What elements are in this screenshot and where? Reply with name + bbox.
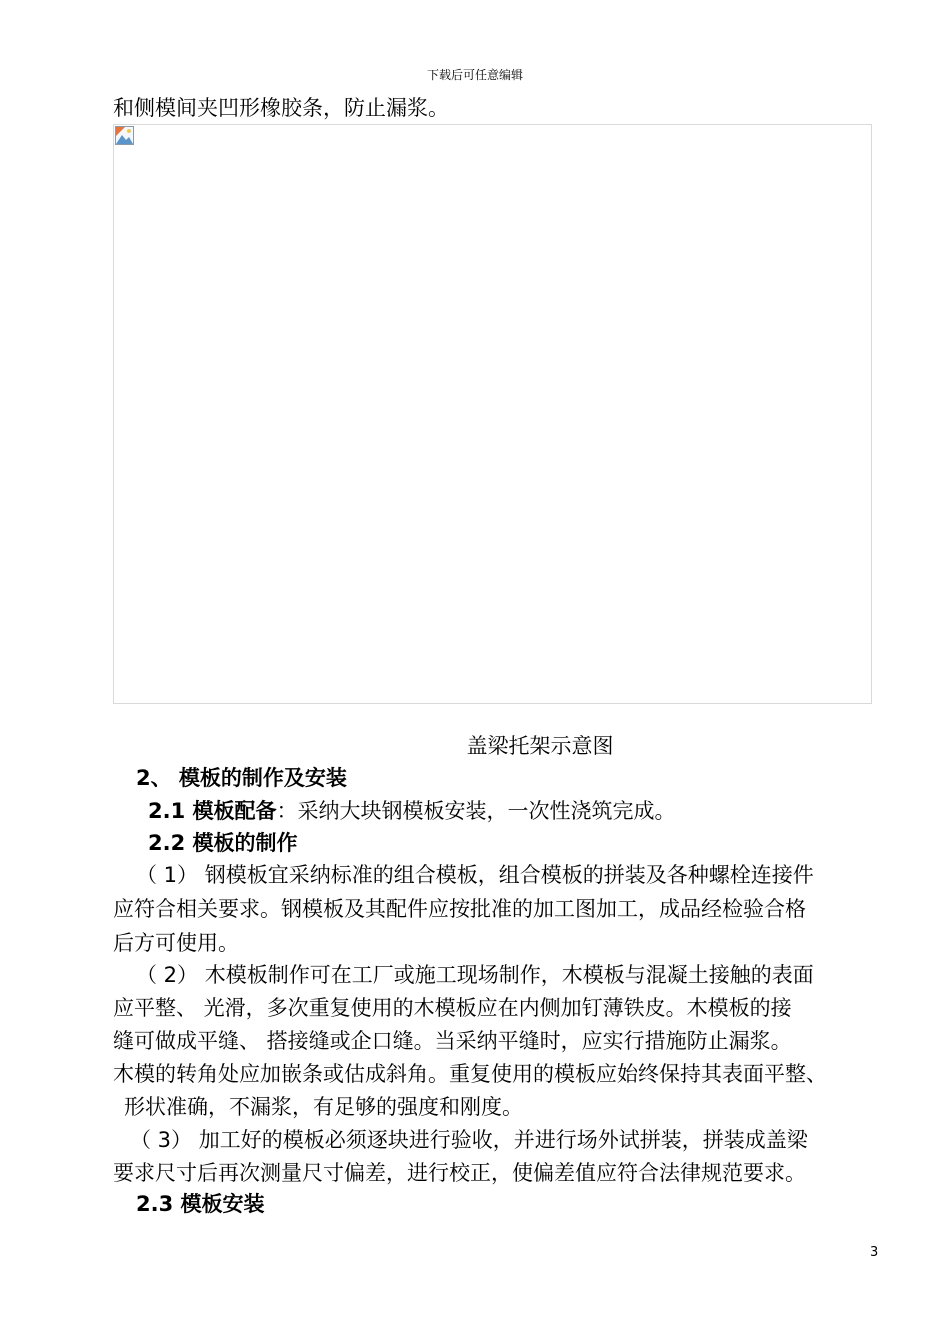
paragraph-line: 木模的转角处应加嵌条或估成斜角。重复使用的模板应始终保持其表面平整、 (113, 1062, 827, 1086)
subsection-heading: 2.2 模板的制作 (148, 831, 298, 855)
paragraph-line: 形状准确，不漏浆，有足够的强度和刚度。 (124, 1095, 523, 1119)
broken-image-icon (115, 126, 134, 145)
paragraph-line: 后方可使用。 (113, 931, 239, 955)
subsection-line (148, 795, 676, 825)
paragraph-line: （ 2） 木模板制作可在工厂或施工现场制作，木模板与混凝土接触的表面 (136, 963, 814, 987)
paragraph-line: （ 3） 加工好的模板必须逐块进行验收，并进行场外试拼装，拼装成盖梁 (130, 1128, 808, 1152)
figure-placeholder (113, 124, 872, 704)
figure-caption: 盖梁托架示意图 (466, 734, 614, 758)
paragraph-line: 应符合相关要求。钢模板及其配件应按批准的加工图加工，成品经检验合格 (113, 897, 806, 921)
subsection-heading: 2.3 模板安装 (136, 1192, 265, 1216)
paragraph-line: （ 1） 钢模板宜采纳标准的组合模板，组合模板的拼装及各种螺栓连接件 (136, 863, 814, 887)
page-number: 3 (870, 1245, 879, 1260)
subsection-text: ：采纳大块钢模板安装，一次性浇筑完成。 (276, 799, 676, 823)
paragraph-line: 要求尺寸后再次测量尺寸偏差，进行校正，使偏差值应符合法律规范要求。 (113, 1161, 806, 1185)
subsection-label: 2.1 模板配备 (148, 799, 277, 823)
paragraph-line: 和侧模间夹凹形橡胶条，防止漏浆。 (113, 96, 449, 120)
paragraph-line: 缝可做成平缝、 搭接缝或企口缝。当采纳平缝时，应实行措施防止漏浆。 (113, 1029, 792, 1053)
section-heading: 2、 模板的制作及安装 (136, 766, 347, 790)
page-header: 下载后可任意编辑 (426, 68, 523, 82)
paragraph-line: 应平整、 光滑，多次重复使用的木模板应在内侧加钉薄铁皮。木模板的接 (113, 996, 792, 1020)
